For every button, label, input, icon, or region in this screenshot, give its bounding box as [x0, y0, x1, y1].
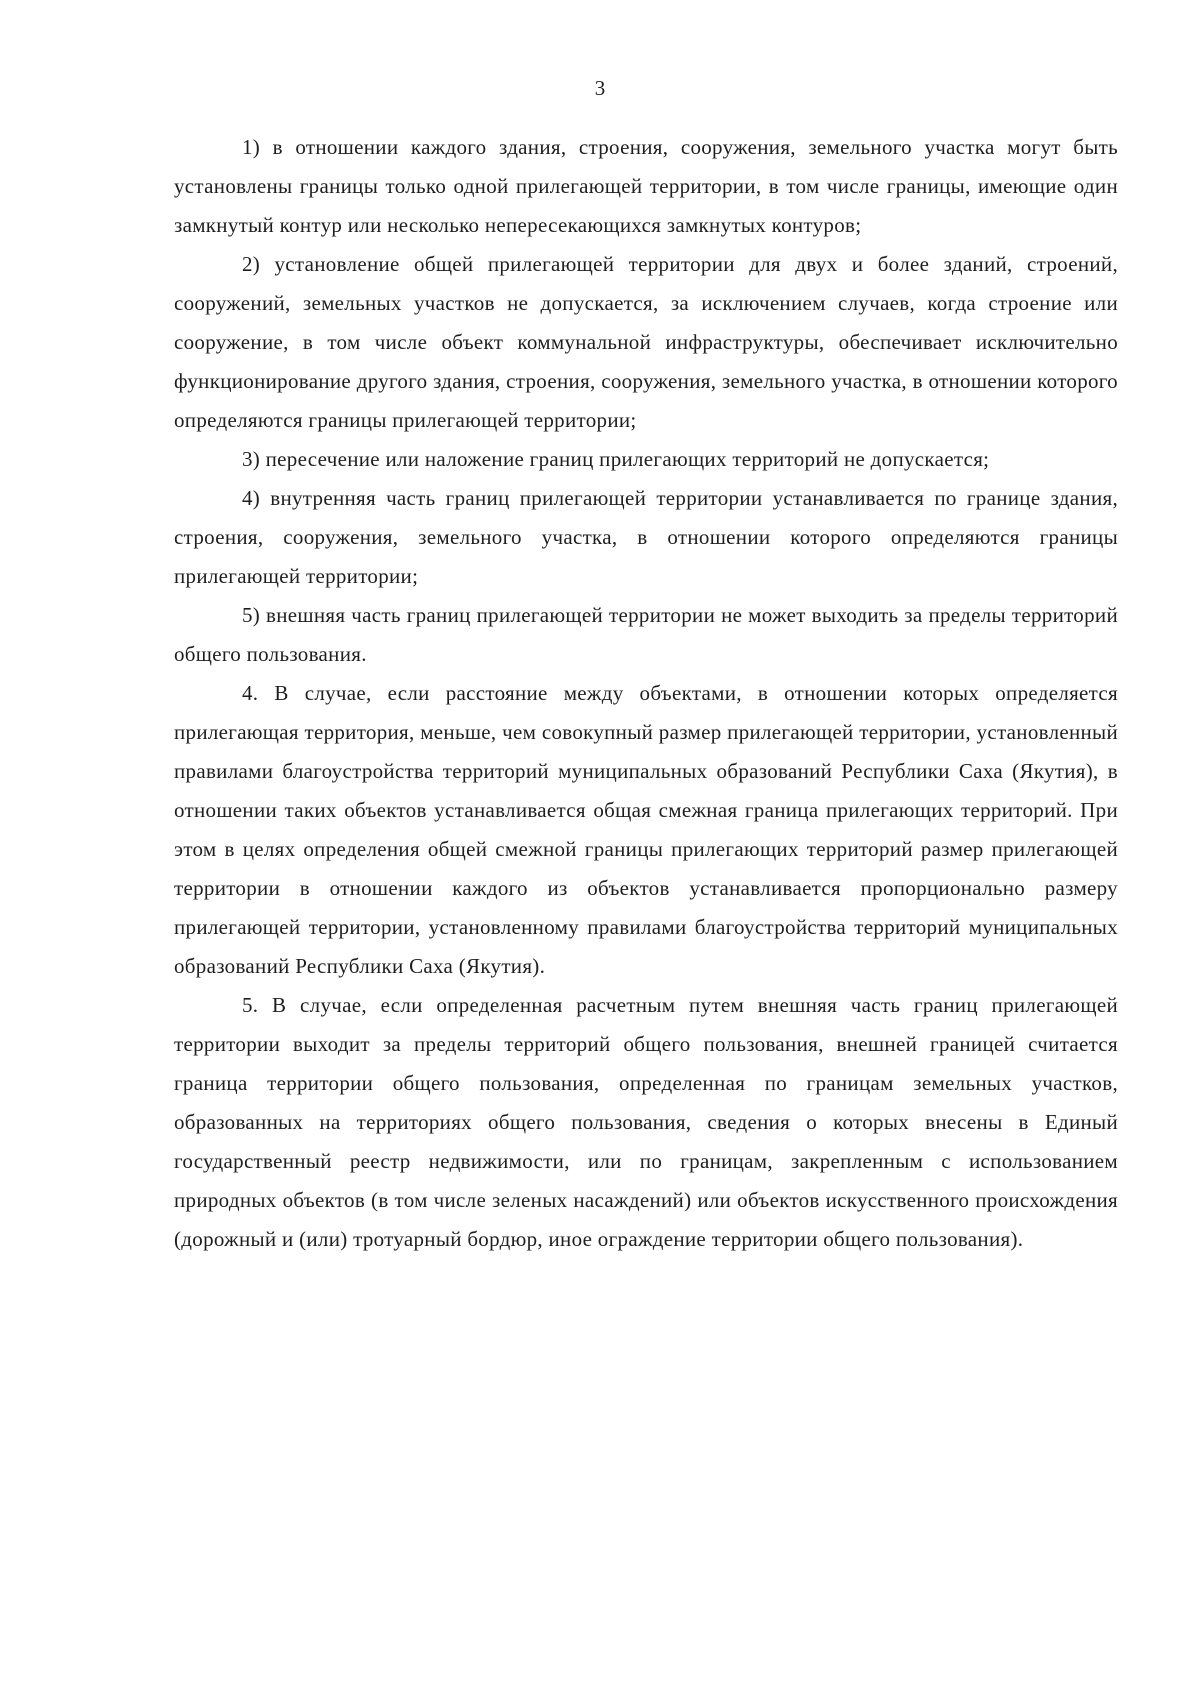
paragraph-item-1: 1) в отношении каждого здания, строения, сооружения, земельного участка могут быть установлены границы только одной прилегающей территории, в том числе границы, имеющие один замкнутый контур или несколько непересекающихся замкнутых контуров; [174, 135, 1118, 237]
paragraph-item-5: 5) внешняя часть границ прилегающей территории не может выходить за пределы территорий общего пользования. [174, 603, 1118, 666]
page-number: 3 [594, 76, 606, 100]
paragraph-item-2: 2) установление общей прилегающей территории для двух и более зданий, строений, сооружений, земельных участков не допускается, за исключением случаев, когда строение или сооружение, в том числе объект коммунальной инфраструктуры, обеспечивает исключительно функционирование другого здания, строения, сооружения, земельного участка, в отношении которого определяются границы прилегающей территории; [174, 252, 1118, 432]
paragraph-item-4: 4) внутренняя часть границ прилегающей территории устанавливается по границе здания, строения, сооружения, земельного участка, в отношении которого определяются границы прилегающей территории; [174, 486, 1118, 588]
paragraph-clause-5: 5. В случае, если определенная расчетным путем внешняя часть границ прилегающей территории выходит за пределы территорий общего пользования, внешней границей считается граница территории общего пользования, определенная по границам земельных участков, образованных на территориях общего пользования, сведения о которых внесены в Единый государственный реестр недвижимости, или по границам, закрепленным с использованием природных объектов (в том числе зеленых насаждений) или объектов искусственного происхождения (дорожный и (или) тротуарный бордюр, иное ограждение территории общего пользования). [174, 993, 1118, 1251]
paragraph-clause-4: 4. В случае, если расстояние между объектами, в отношении которых определяется прилегающая территория, меньше, чем совокупный размер прилегающей территории, установленный правилами благоустройства территорий муниципальных образований Республики Саха (Якутия), в отношении таких объектов устанавливается общая смежная граница прилегающих территорий. При этом в целях определения общей смежной границы прилегающих территорий размер прилегающей территории в отношении каждого из объектов устанавливается пропорционально размеру прилегающей территории, установленному правилами благоустройства территорий муниципальных образований Республики Саха (Якутия). [174, 681, 1118, 978]
paragraph-item-3: 3) пересечение или наложение границ прилегающих территорий не допускается; [242, 447, 990, 471]
document-body [174, 128, 1118, 1259]
